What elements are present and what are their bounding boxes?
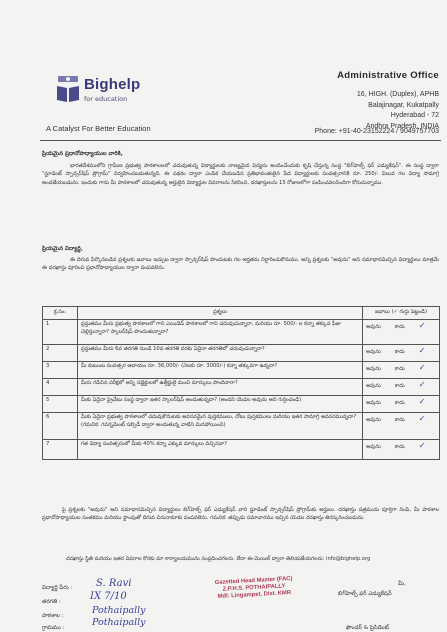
col-header-answer: జవాబు (✓ గుర్తు పెట్టండి) — [363, 307, 440, 320]
table-row — [43, 413, 440, 440]
closing-salutation: మీ, — [398, 581, 406, 587]
question-text: గత విద్యా సంవత్సరంలో మీకు 40% కన్నా ఎక్కువ మార్కులు వచ్చినవా? — [78, 440, 363, 460]
greeting-headmaster: ప్రియమైన ప్రధానోపాధ్యాయుల వారికి, — [42, 151, 123, 157]
office-title: Administrative Office — [337, 70, 439, 81]
office-address — [337, 70, 439, 132]
row-number: 7 — [43, 440, 78, 460]
no-option: కాదు — [394, 400, 405, 406]
book-logo-icon — [56, 74, 80, 104]
table-row — [43, 345, 440, 362]
address-line: Hyderabad - 72 — [390, 112, 439, 119]
check-mark-icon: ✓ — [418, 414, 426, 423]
answer-cell[interactable] — [363, 362, 440, 379]
yes-option: అవును — [366, 383, 381, 389]
contact-email[interactable]: info@bighelp.org — [326, 556, 371, 562]
row-number: 1 — [43, 320, 78, 345]
check-mark-icon: ✓ — [418, 441, 426, 450]
question-text: మీకు ఏదైనా ప్రభుత్వ పాఠశాలలో చదువుకొనుటకు అవసరమైన పుస్తకములు, నోటు పుస్తకములు మరియు ఇతర సామాగ్రి అవసరమున్నదా? (గమనిక: గవర్నమెంట్ సబ్సిడీ ద్వారా అందుతున్న వాటిని మినహాయించి) — [78, 413, 363, 440]
yes-option: అవును — [366, 444, 381, 450]
row-number: 5 — [43, 396, 78, 413]
col-header-serial: క్ర.సం. — [43, 307, 78, 320]
brand-name: Bighelp — [84, 76, 141, 93]
village-handwritten: Pothaipally — [92, 617, 146, 628]
tagline: A Catalyst For Better Education — [46, 124, 151, 133]
table-row — [43, 362, 440, 379]
question-text: మీకు ఏదైనా ప్రైవేటు సంస్థ ద్వారా ఇతర స్కాలర్‌షిప్ అందుతున్నదా? (అందని యెడల అవును అని గుర్తించండి) — [78, 396, 363, 413]
row-number: 3 — [43, 362, 78, 379]
yes-option: అవును — [366, 324, 381, 330]
phone-number: Phone: +91-40-23152224 / 9049757703 — [314, 128, 439, 135]
closing-paragraph: పై ప్రశ్నలకు "అవును" అని సమాధానమిచ్చిన విద్యార్థులు బిగ్‌హెల్ప్ ఫర్ ఎడ్యుకేషన్ వారి స్టూడెంట్ స్పాన్సర్‌షిప్ ప్రోగ్రామ్‌కు అర్హులు. దరఖాస్తు పత్రమును పూర్తిగా నింపి, మీ పాఠశాల ప్రధానోపాధ్యాయుల సంతకము మరియు స్టాంపుతో దిగువ చిరునామాకు పంపవలెను. గమనిక: తప్పుడు సమాచారము ఇచ్చిన యెడల దరఖాస్తు తిరస్కరించబడును. — [42, 507, 439, 522]
table-header-row — [43, 307, 440, 320]
yes-option: అవును — [366, 366, 381, 372]
greeting-student: ప్రియమైన విద్యార్థి, — [42, 246, 83, 252]
question-text: ప్రస్తుతము మీరు ప్రభుత్వ పాఠశాలలో గాని ఎయిడెడ్ పాఠశాలలో గాని చదువుచున్నారా, మరియు రూ. 500/- ల కన్నా తక్కువ ఫీజు చెల్లిస్తున్నారా? స్కాలర్‌షిప్ పొందుతున్నారా? — [78, 320, 363, 345]
no-option: కాదు — [394, 324, 405, 330]
check-mark-icon: ✓ — [418, 321, 426, 330]
contact-text: దరఖాస్తు స్థితి మరియు ఇతర వివరాల కొరకు మా కార్యాలయమును సంప్రదించగలరు. లేదా ఈ-మెయిల్ ద్వారా తెలియజేయగలరు: — [66, 556, 325, 562]
table-row — [43, 320, 440, 345]
row-number: 4 — [43, 379, 78, 396]
table-row — [43, 379, 440, 396]
class-label: తరగతి : — [42, 599, 61, 605]
school-handwritten: Pothaipally — [92, 605, 146, 616]
col-header-questions: ప్రశ్నలు — [78, 307, 363, 320]
class-handwritten: IX 7/10 — [90, 591, 127, 602]
stamp-line: Mdl: Lingampet, Dist. KMR — [217, 590, 292, 600]
check-mark-icon: ✓ — [418, 346, 426, 355]
question-text: మీ కుటుంబ సంవత్సర ఆదాయం రూ. 36,000/- (నెలకు రూ. 3000/-) కన్నా తక్కువగా ఉన్నదా? — [78, 362, 363, 379]
brand-subtitle: for education — [84, 95, 128, 103]
answer-cell[interactable] — [363, 440, 440, 460]
founder-title: ఫౌండర్ & ప్రెసిడెంట్ — [346, 625, 389, 631]
check-mark-icon: ✓ — [418, 363, 426, 372]
question-text: మీరు గడిచిన పరీక్షలో అన్ని సబ్జెక్టులలో ఉత్తీర్ణులై మంచి మార్కులు పొందినారా? — [78, 379, 363, 396]
answer-cell[interactable] — [363, 413, 440, 440]
table-row — [43, 440, 440, 460]
question-text: ప్రస్తుతము మీరు 6వ తరగతి నుండి 10వ తరగతి వరకు ఏదైనా తరగతిలో చదువుచున్నారా? — [78, 345, 363, 362]
instruction-paragraph: ఈ దిగువ పేర్కొనబడిన ప్రశ్నలకు జవాబు ఇచ్చుట ద్వారా స్పాన్సర్‌షిప్ పొందుటకు గల అర్హతను నిర్ధారించుకొనుము. అన్ని ప్రశ్నలకు "అవును" అని సమాధానమిచ్చిన విద్యార్థులు మాత్రమే ఈ దరఖాస్తు పూరించి ప్రధానోపాధ్యాయుల ద్వారా పంపవలెను. — [42, 257, 439, 272]
address-line: Balajinagar, Kukatpally — [368, 101, 439, 109]
yes-option: అవును — [366, 400, 381, 406]
header-divider — [40, 140, 441, 141]
table-row — [43, 396, 440, 413]
answer-cell[interactable] — [363, 320, 440, 345]
stamp-line: Gazetted Head Master (FAC) — [214, 575, 293, 587]
no-option: కాదు — [394, 349, 405, 355]
answer-cell[interactable] — [363, 345, 440, 362]
student-name-handwritten: S. Ravi — [96, 578, 132, 589]
no-option: కాదు — [394, 383, 405, 389]
address-line: 16, HIGH. (Duplex), APHB — [356, 91, 439, 98]
student-name-label: విద్యార్థి పేరు : — [42, 585, 73, 591]
eligibility-table — [42, 306, 440, 460]
no-option: కాదు — [394, 366, 405, 372]
contact-paragraph — [42, 555, 439, 563]
address-line: Andhra Pradesh, INDIA — [365, 122, 439, 130]
village-label: గ్రామము : — [42, 625, 65, 631]
headmaster-stamp — [208, 576, 301, 602]
organisation-sign: బిగ్‌హెల్ప్ ఫర్ ఎడ్యుకేషన్ — [338, 591, 392, 597]
answer-cell[interactable] — [363, 379, 440, 396]
check-mark-icon: ✓ — [418, 397, 426, 406]
stamp-line: Z.P.H.S. POTHAIPALLY — [222, 583, 286, 593]
school-label: పాఠశాల : — [42, 613, 64, 619]
answer-cell[interactable] — [363, 396, 440, 413]
no-option: కాదు — [394, 444, 405, 450]
yes-option: అవును — [366, 417, 381, 423]
intro-paragraph: భారతదేశములోని గ్రామీణ ప్రభుత్వ పాఠశాలలలో చదువుతున్న విద్యార్థులకు నాణ్యమైన విద్యను అందించేందుకు కృషి చేస్తున్న సంస్థ "బిగ్‌హెల్ప్ ఫర్ ఎడ్యుకేషన్". ఈ సంస్థ ద్వారా "స్టూడెంట్ స్పాన్సర్‌షిప్ ప్రోగ్రామ్" నిర్వహించబడుతున్నది. ఈ పథకం ద్వారా ఎంపిక చేయబడిన ప్రతిభావంతులైన పేద విద్యార్థులకు సంవత్సరానికి రూ. 250/- విలువ గల విద్యా సామాగ్రి అందజేయబడును. ఇందుకు గాను మీ పాఠశాలలో చదువుతున్న అర్హులైన విద్యార్థుల వివరాలను సేకరించి, దరఖాస్తులను 15 రోజులలోగా పంపించవలసిందిగా కోరుచున్నాము. — [42, 163, 439, 186]
row-number: 6 — [43, 413, 78, 440]
no-option: కాదు — [394, 417, 405, 423]
yes-option: అవును — [366, 349, 381, 355]
row-number: 2 — [43, 345, 78, 362]
check-mark-icon: ✓ — [418, 380, 426, 389]
